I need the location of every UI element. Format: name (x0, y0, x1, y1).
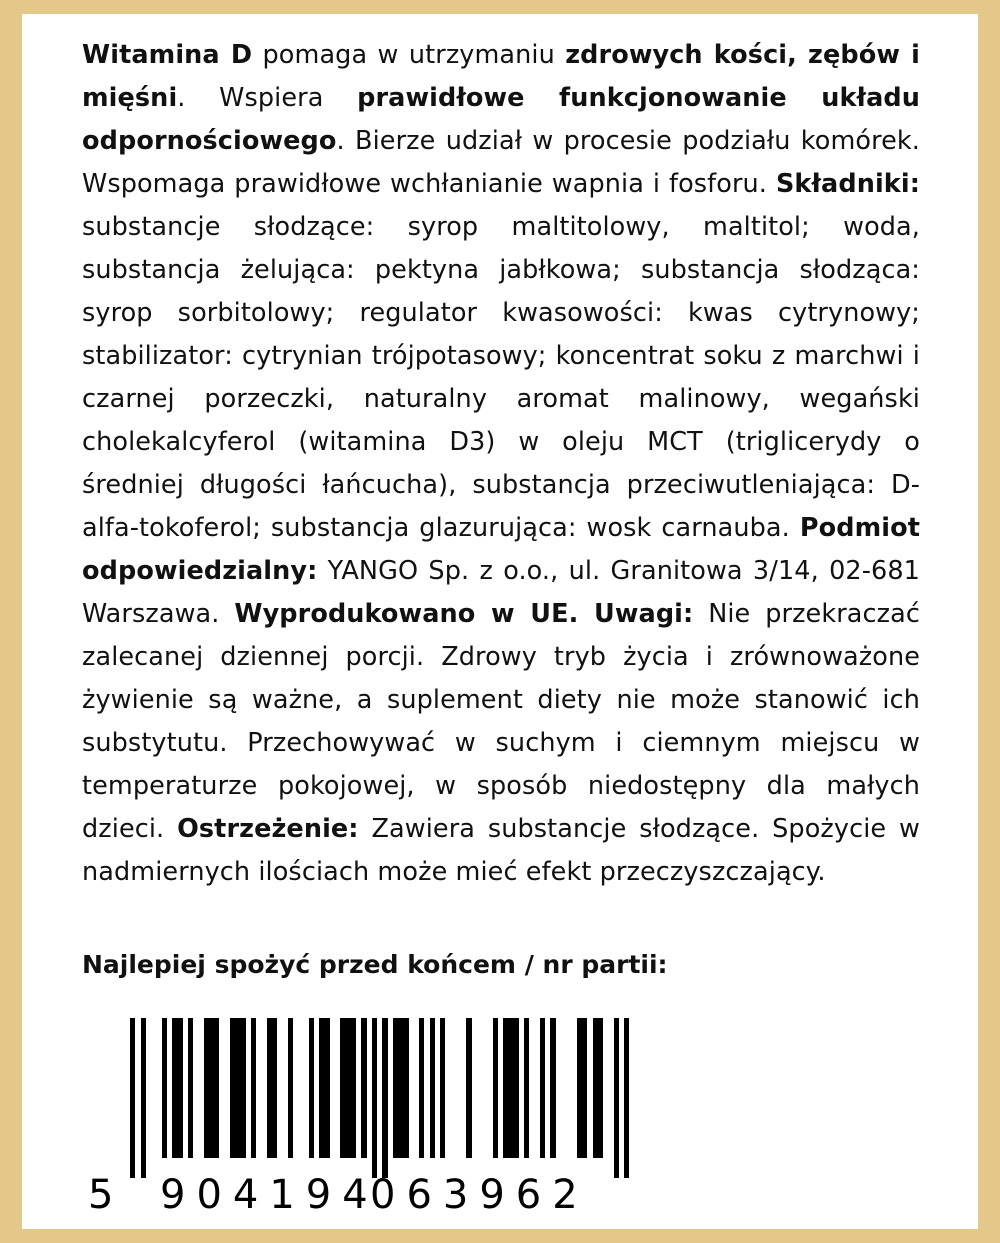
barcode-digits (82, 1172, 602, 1222)
barcode (82, 1018, 602, 1222)
border-right (978, 0, 1000, 1243)
barcode-lead-digit: 5 (88, 1172, 115, 1218)
barcode-bars (130, 1018, 630, 1178)
label-content (82, 34, 920, 1222)
barcode-left-group: 904194 (160, 1172, 379, 1218)
ingredients-and-info-text: Witamina D pomaga w utrzymaniu zdrowych kości, zębów i mięśni. Wspiera prawidłowe funkcjonowanie układu odpornościowego. Bierze udział w procesie podziału komórek. Wspomaga prawidłowe wchłanianie wapnia i fosforu. Składniki: substancje słodzące: syrop maltitolowy, maltitol; woda, substancja żelująca: pektyna jabłkowa; substancja słodząca: syrop sorbitolowy; regulator kwasowości: kwas cytrynowy; stabilizator: cytrynian trójpotasowy; koncentrat soku z marchwi i czarnej porzeczki, naturalny aromat malinowy, wegański cholekalcyferol (witamina D3) w oleju MCT (triglicerydy o średniej długości łańcucha), substancja przeciwutleniająca: D-alfa-tokoferol; substancja glazurująca: wosk carnauba. Podmiot odpowiedzialny: YANGO Sp. z o.o., ul. Granitowa 3/14, 02-681 Warszawa. Wyprodukowano w UE. Uwagi: Nie przekraczać zalecanej dziennej porcji. Zdrowy tryb życia i zrównoważone żywienie są ważne, a suplement diety nie może stanowić ich substytutu. Przechowywać w suchym i ciemnym miejscu w temperaturze pokojowej, w sposób niedostępny dla małych dzieci. Ostrzeżenie: Zawiera substancje słodzące. Spożycie w nadmiernych ilościach może mieć efekt przeczyszczający. (82, 40, 921, 887)
border-bottom (0, 1229, 1000, 1243)
barcode-right-group: 063962 (370, 1172, 589, 1218)
border-top (0, 0, 1000, 14)
border-left (0, 0, 22, 1243)
best-before-label: Najlepiej spożyć przed końcem / nr partii: (82, 950, 668, 979)
